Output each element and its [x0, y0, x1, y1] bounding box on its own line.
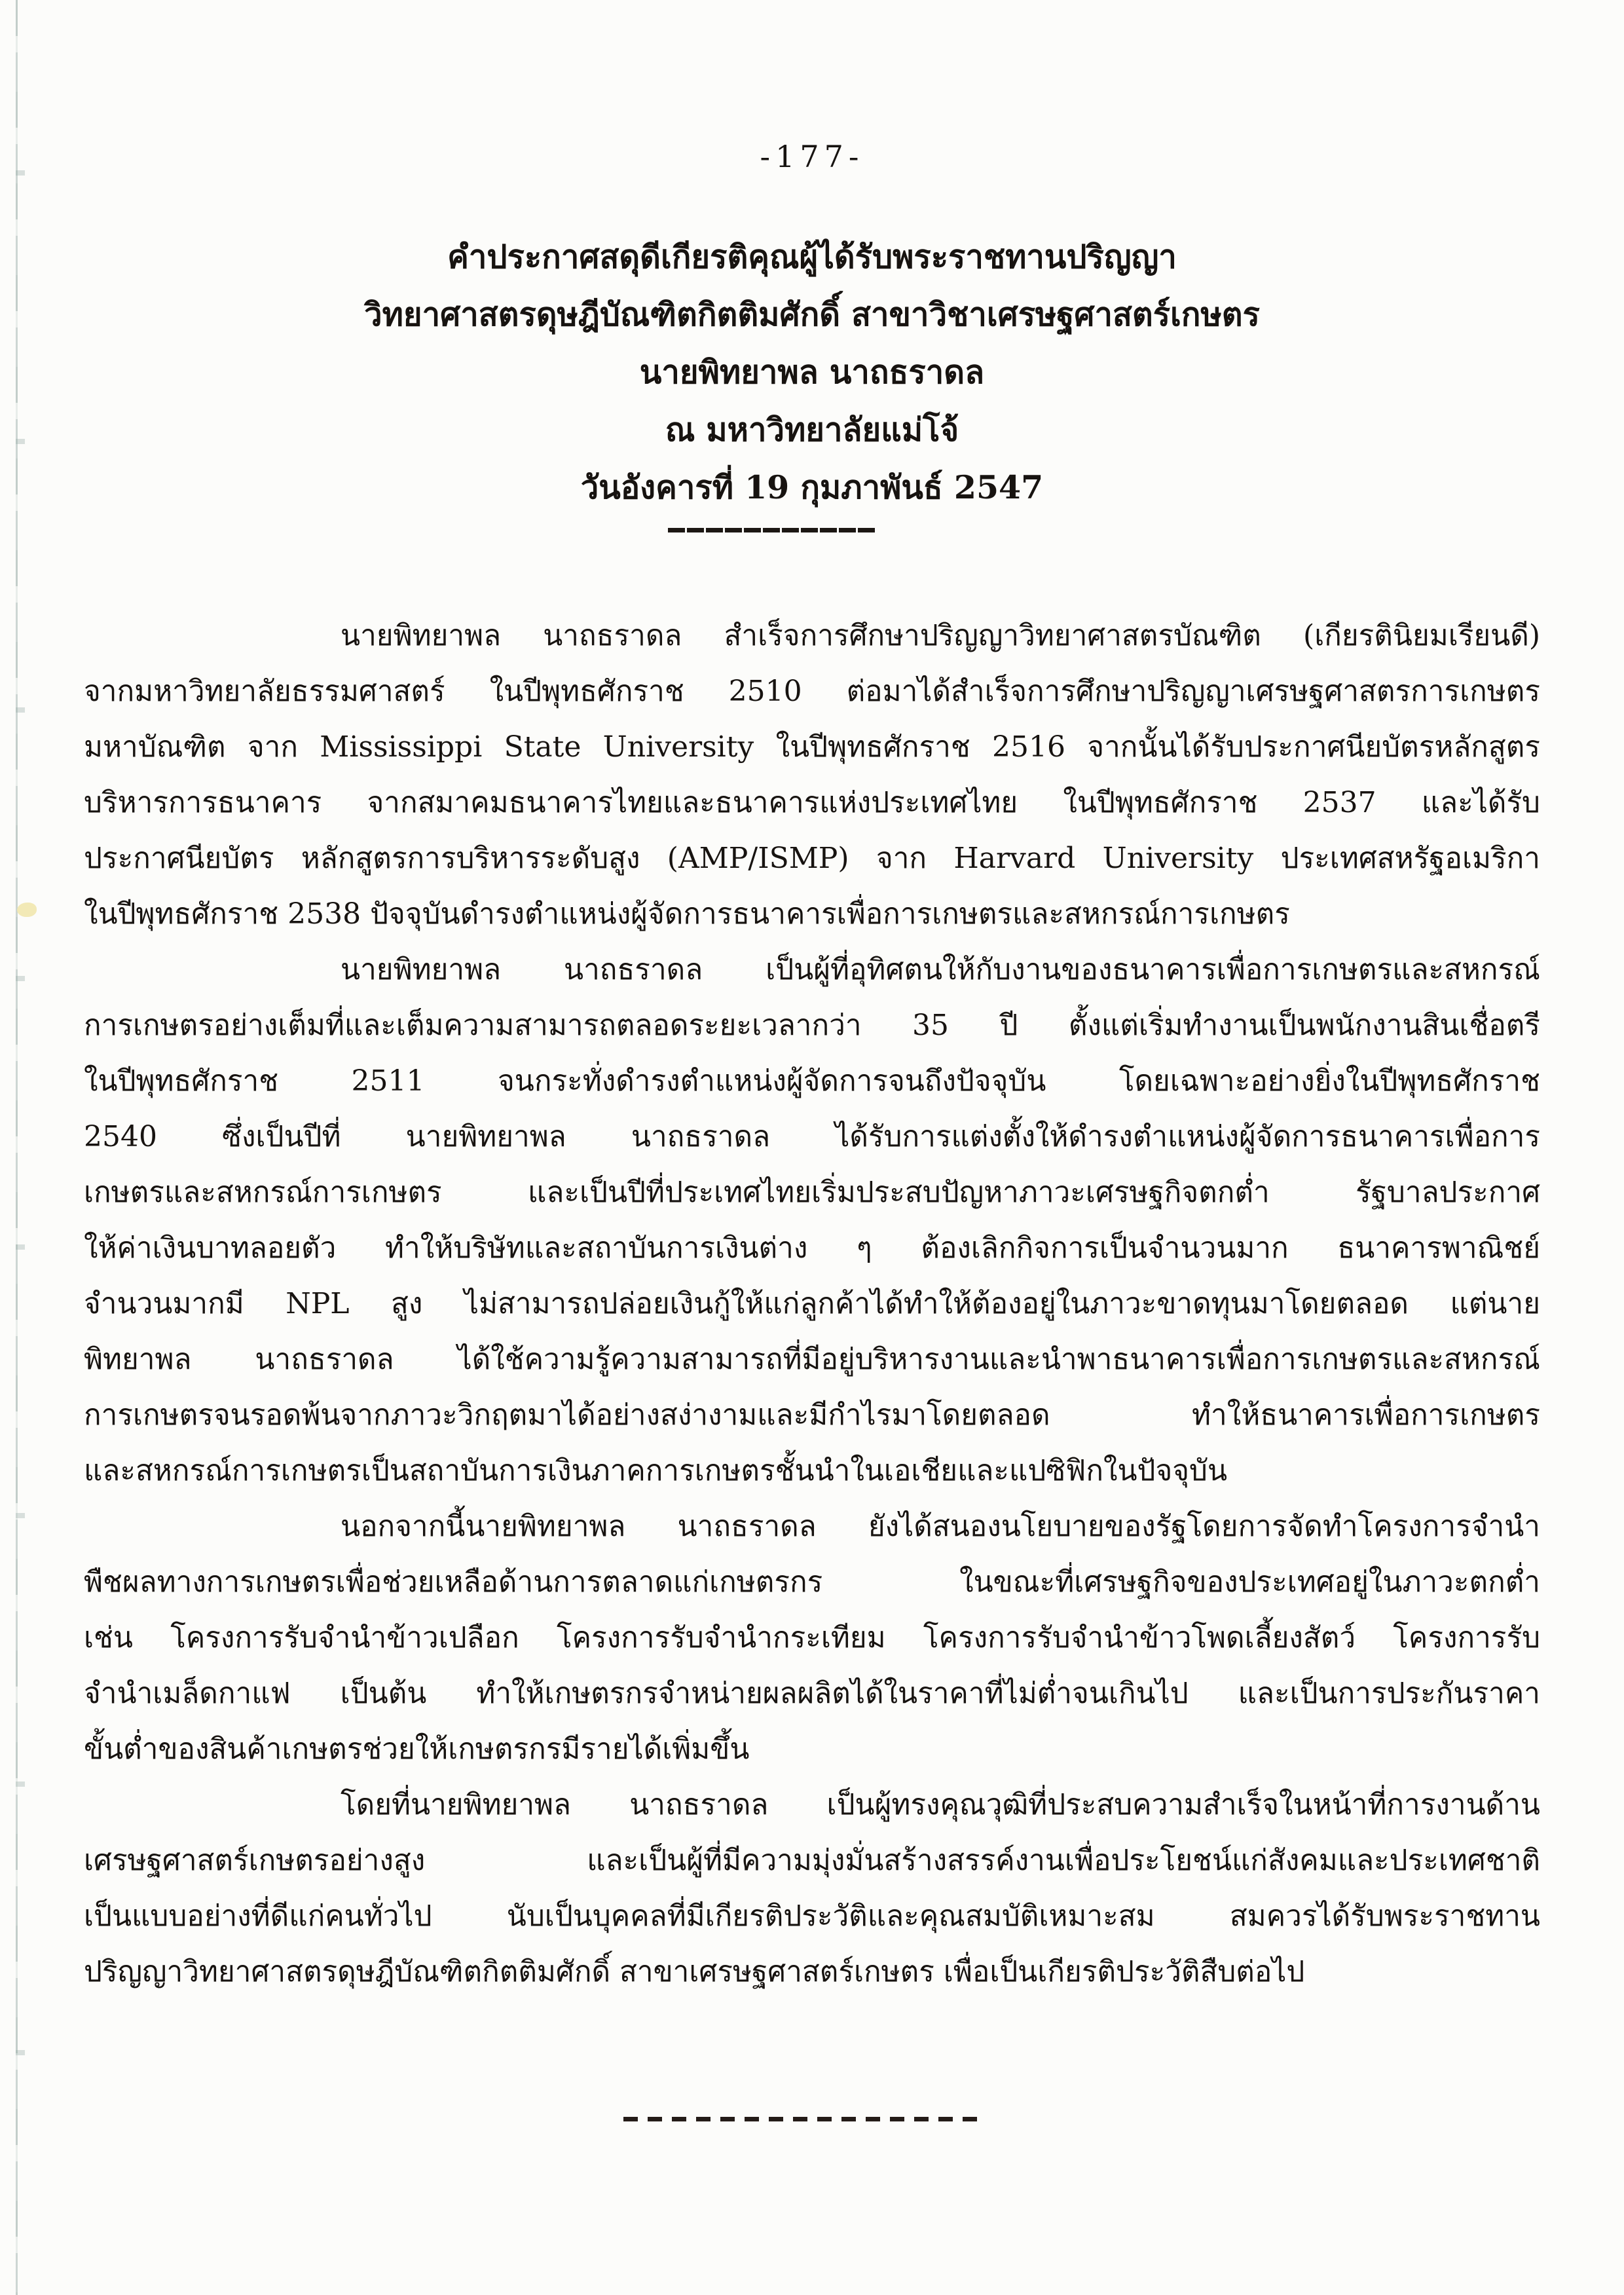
title-line-announcement: คำประกาศสดุดีเกียรติคุณผู้ได้รับพระราชทานปริญญา: [447, 238, 1177, 276]
text-line: มหาบัณฑิต จาก Mississippi State University ในปีพุทธศักราช 2516 จากนั้นได้รับประกาศนียบัตรหลักสูตร: [84, 730, 1540, 764]
text-line: เช่น โครงการรับจำนำข้าวเปลือก โครงการรับจำนำกระเทียม โครงการรับจำนำข้าวโพดเลี้ยงสัตว์ โครงการรับ: [84, 1621, 1540, 1654]
title-line-recipient-name: นายพิทยาพล นาถธราดล: [639, 353, 985, 391]
title-line-university: ณ มหาวิทยาลัยแม่โจ้: [665, 411, 959, 449]
text-line: เศรษฐศาสตร์เกษตรอย่างสูง และเป็นผู้ที่มีความมุ่งมั่นสร้างสรรค์งานเพื่อประโยชน์แก่สังคมและประเทศชาติ: [84, 1844, 1540, 1877]
text-line: ในปีพุทธศักราช 2511 จนกระทั่งดำรงตำแหน่งผู้จัดการจนถึงปัจจุบัน โดยเฉพาะอย่างยิ่งในปีพุทธศักราช: [84, 1064, 1540, 1098]
text-line: การเกษตรจนรอดพ้นจากภาวะวิกฤตมาได้อย่างสง่างามและมีกำไรมาโดยตลอด ทำให้ธนาคารเพื่อการเกษตร: [84, 1398, 1540, 1432]
paragraph: [84, 1777, 1540, 2000]
title-line-degree: วิทยาศาสตรดุษฎีบัณฑิตกิตติมศักดิ์ สาขาวิชาเศรษฐศาสตร์เกษตร: [364, 295, 1260, 333]
paragraph: [84, 608, 1540, 942]
text-line: จำนำเมล็ดกาแฟ เป็นต้น ทำให้เกษตรกรจำหน่ายผลผลิตได้ในราคาที่ไม่ต่ำจนเกินไป และเป็นการประกันราคา: [84, 1677, 1540, 1710]
text-line: นายพิทยาพล นาถธราดล เป็นผู้ที่อุทิศตนให้กับงานของธนาคารเพื่อการเกษตรและสหกรณ์: [341, 953, 1540, 986]
text-line: โดยที่นายพิทยาพล นาถธราดล เป็นผู้ทรงคุณวุฒิที่ประสบความสำเร็จในหน้าที่การงานด้าน: [341, 1788, 1540, 1821]
text-line: ให้ค่าเงินบาทลอยตัว ทำให้บริษัทและสถาบันการเงินต่าง ๆ ต้องเลิกกิจการเป็นจำนวนมาก ธนาคารพาณิชย์: [84, 1231, 1540, 1265]
title-block: [0, 228, 1624, 516]
text-line: และสหกรณ์การเกษตรเป็นสถาบันการเงินภาคการเกษตรชั้นนำในเอเชียและแปซิฟิกในปัจจุบัน: [84, 1454, 1228, 1487]
title-line-date: วันอังคารที่ 19 กุมภาพันธ์ 2547: [580, 468, 1044, 506]
body-text: [84, 608, 1540, 2000]
page-number: -177-: [760, 139, 864, 174]
text-line: นายพิทยาพล นาถธราดล สำเร็จการศึกษาปริญญาวิทยาศาสตรบัณฑิต (เกียรตินิยมเรียนดี): [341, 619, 1540, 652]
text-line: 2540 ซึ่งเป็นปีที่ นายพิทยาพล นาถธราดล ได้รับการแต่งตั้งให้ดำรงตำแหน่งผู้จัดการธนาคารเพื่อการ: [84, 1120, 1540, 1153]
text-line: ปริญญาวิทยาศาสตรดุษฎีบัณฑิตกิตติมศักดิ์ สาขาเศรษฐศาสตร์เกษตร เพื่อเป็นเกียรติประวัติสืบต่อไป: [84, 1955, 1305, 1988]
text-line: เกษตรและสหกรณ์การเกษตร และเป็นปีที่ประเทศไทยเริ่มประสบปัญหาภาวะเศรษฐกิจตกต่ำ รัฐบาลประกาศ: [84, 1176, 1540, 1209]
text-line: บริหารการธนาคาร จากสมาคมธนาคารไทยและธนาคารแห่งประเทศไทย ในปีพุทธศักราช 2537 และได้รับ: [84, 786, 1540, 819]
text-line: ประกาศนียบัตร หลักสูตรการบริหารระดับสูง (AMP/ISMP) จาก Harvard University ประเทศสหรัฐอเมริกา: [84, 842, 1540, 875]
scan-stain-artifact: [17, 903, 37, 917]
text-line: พืชผลทางการเกษตรเพื่อช่วยเหลือด้านการตลาดแก่เกษตรกร ในขณะที่เศรษฐกิจของประเทศอยู่ในภาวะตกต่ำ: [84, 1565, 1540, 1599]
text-line: เป็นแบบอย่างที่ดีแก่คนทั่วไป นับเป็นบุคคลที่มีเกียรติประวัติและคุณสมบัติเหมาะสม สมควรได้รับพระราชทาน: [84, 1899, 1540, 1933]
paragraph: [84, 1499, 1540, 1777]
text-line: จากมหาวิทยาลัยธรรมศาสตร์ ในปีพุทธศักราช 2510 ต่อมาได้สำเร็จการศึกษาปริญญาเศรษฐศาสตรการเกษตร: [84, 675, 1540, 708]
text-line: การเกษตรอย่างเต็มที่และเต็มความสามารถตลอดระยะเวลากว่า 35 ปี ตั้งแต่เริ่มทำงานเป็นพนักงานสินเชื่อตรี: [84, 1009, 1540, 1042]
text-line: จำนวนมากมี NPL สูง ไม่สามารถปล่อยเงินกู้ให้แก่ลูกค้าได้ทำให้ต้องอยู่ในภาวะขาดทุนมาโดยตลอด แต่นาย: [84, 1287, 1540, 1320]
footer-dashed-rule: [623, 2117, 984, 2121]
text-line: นอกจากนี้นายพิทยาพล นาถธราดล ยังได้สนองนโยบายของรัฐโดยการจัดทำโครงการจำนำ: [341, 1510, 1540, 1543]
text-line: ขั้นต่ำของสินค้าเกษตรช่วยให้เกษตรกรมีรายได้เพิ่มขึ้น: [84, 1732, 750, 1766]
paragraph: [84, 942, 1540, 1499]
text-line: ในปีพุทธศักราช 2538 ปัจจุบันดำรงตำแหน่งผู้จัดการธนาคารเพื่อการเกษตรและสหกรณ์การเกษตร: [84, 897, 1290, 931]
text-line: พิทยาพล นาถธราดล ได้ใช้ความรู้ความสามารถที่มีอยู่บริหารงานและนำพาธนาคารเพื่อการเกษตรและสหกรณ์: [84, 1343, 1540, 1376]
title-dashed-rule: [668, 528, 877, 532]
